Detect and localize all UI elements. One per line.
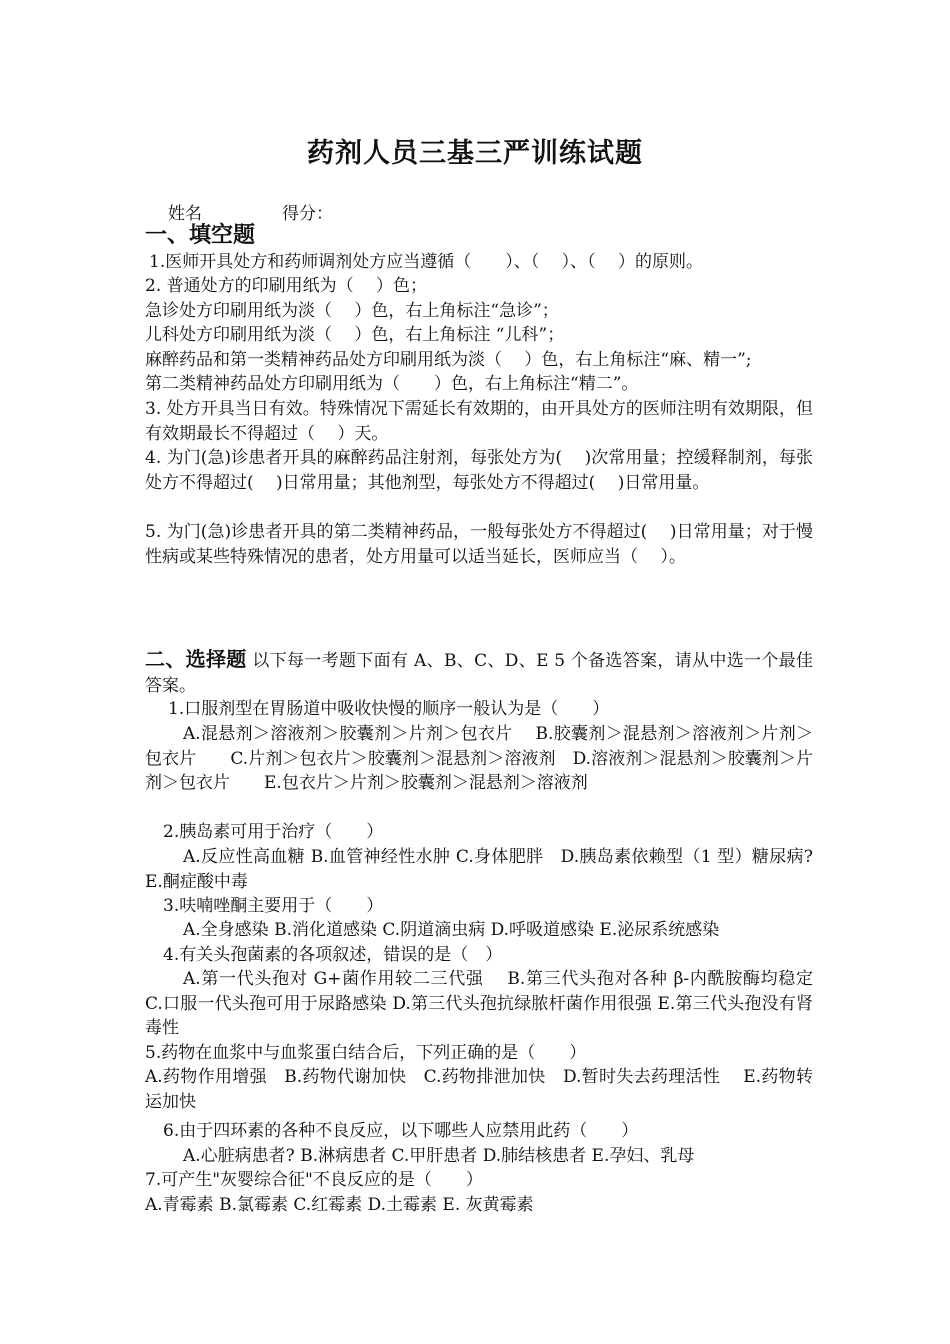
- fill-question-3: 3. 处方开具当日有效。特殊情况下需延长有效期的，由开具处方的医师注明有效期限，但有效期最长不得超过（ ）天。: [145, 399, 813, 444]
- choice-question-4: 4.有关头孢菌素的各项叙述，错误的是（ ）: [163, 945, 503, 965]
- section1-heading: 一、填空题: [145, 222, 256, 248]
- fill-question-2-line-5: 第二类精神药品处方印刷用纸为（ ）色，右上角标注“精二”。: [145, 374, 639, 394]
- choice-question-7-options: A.青霉素 B.氯霉素 C.红霉素 D.土霉素 E. 灰黄霉素: [145, 1195, 534, 1215]
- section2-intro-block: [145, 647, 813, 698]
- choice-question-6-options: A.心脏病患者? B.淋病患者 C.甲肝患者 D.肺结核患者 E.孕妇、乳母: [183, 1146, 695, 1166]
- fill-question-2-line-3: 儿科处方印刷用纸为淡（ ）色，右上角标注 “儿科”；: [145, 325, 565, 345]
- name-label: 姓名: [168, 204, 202, 224]
- choice-question-3-options: A.全身感染 B.消化道感染 C.阴道滴虫病 D.呼吸道感染 E.泌尿系统感染: [183, 920, 720, 940]
- fill-question-2-line-1: 2. 普通处方的印刷用纸为（ ）色；: [145, 276, 428, 296]
- choice-question-1: 1.口服剂型在胃肠道中吸收快慢的顺序一般认为是（ ）: [168, 699, 610, 719]
- choice-question-5: 5.药物在血浆中与血浆蛋白结合后，下列正确的是（ ）: [145, 1043, 587, 1063]
- section2-intro: 以下每一考题下面有 A、B、C、D、E 5 个备选答案，请从中选一个最佳答案。: [145, 651, 814, 696]
- fill-question-5: 5. 为门(急)诊患者开具的第二类精神药品，一般每张处方不得超过( )日常用量；对于慢性病或某些特殊情况的患者，处方用量可以适当延长，医师应当（ ）。: [145, 522, 813, 567]
- choice-question-5-options: A.药物作用增强 B.药物代谢加快 C.药物排泄加快 D.暂时失去药理活性 E.药物转运加快: [145, 1067, 813, 1112]
- page-title: 药剂人员三基三严训练试题: [307, 138, 643, 169]
- choice-question-2: 2.胰岛素可用于治疗（ ）: [163, 822, 384, 842]
- choice-question-7: 7.可产生"灰婴综合征"不良反应的是（ ）: [145, 1170, 483, 1190]
- choice-question-3: 3.呋喃唑酮主要用于（ ）: [163, 896, 384, 916]
- fill-question-2-line-4: 麻醉药品和第一类精神药品处方印刷用纸为淡（ ）色，右上角标注“麻、精一”;: [145, 350, 752, 370]
- score-label: 得分：: [282, 204, 333, 224]
- choice-question-4-options: A.第一代头孢对 G+菌作用较二三代强 B.第三代头孢对各种 β-内酰胺酶均稳定 C.口服一代头孢可用于尿路感染 D.第三代头孢抗绿脓杆菌作用很强 E.第三代头孢没有肾毒性: [145, 969, 847, 1038]
- choice-question-1-options: A.混悬剂＞溶液剂＞胶囊剂＞片剂＞包衣片 B.胶囊剂＞混悬剂＞溶液剂＞片剂＞包衣片 C.片剂＞包衣片＞胶囊剂＞混悬剂＞溶液剂 D.溶液剂＞混悬剂＞胶囊剂＞片剂＞包衣片 E.包衣片＞片剂＞胶囊剂＞混悬剂＞溶液剂: [145, 724, 813, 793]
- fill-question-4: 4. 为门(急)诊患者开具的麻醉药品注射剂，每张处方为( )次常用量；控缓释制剂，每张处方不得超过( )日常用量；其他剂型，每张处方不得超过( )日常用量。: [145, 448, 813, 493]
- fill-question-1: 1.医师开具处方和药师调剂处方应当遵循（ ）、（ ）、（ ）的原则。: [149, 252, 704, 272]
- fill-question-2-line-2: 急诊处方印刷用纸为淡（ ）色，右上角标注“急诊”；: [145, 301, 559, 321]
- choice-question-6: 6.由于四环素的各种不良反应，以下哪些人应禁用此药（ ）: [163, 1121, 639, 1141]
- choice-question-2-options: A.反应性高血糖 B.血管神经性水肿 C.身体肥胖 D.胰岛素依赖型（1 型）糖尿病?E.酮症酸中毒: [145, 847, 813, 892]
- section2-heading: 二、选择题: [145, 647, 247, 671]
- name-score-row: [168, 199, 333, 224]
